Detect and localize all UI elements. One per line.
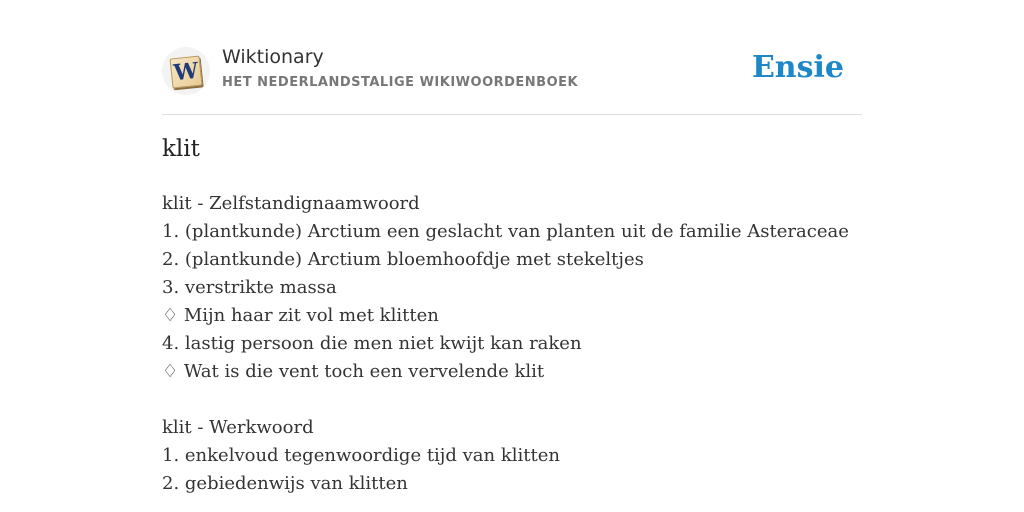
- site-tagline: HET NEDERLANDSTALIGE WIKIWOORDENBOEK: [222, 75, 579, 90]
- example-line: ♢ Mijn haar zit vol met klitten: [162, 305, 439, 326]
- page-title: klit: [162, 136, 200, 162]
- logo-tile-icon: [170, 56, 203, 89]
- definition-line: 2. gebiedenwijs van klitten: [162, 473, 408, 494]
- ensie-brand-link[interactable]: Ensie: [751, 50, 844, 85]
- site-name[interactable]: Wiktionary: [222, 46, 324, 68]
- example-line: ♢ Wat is die vent toch een vervelende klit: [162, 361, 545, 382]
- section-heading-noun: klit - Zelfstandignaamwoord: [162, 193, 420, 214]
- site-header: [162, 44, 862, 115]
- section-heading-verb: klit - Werkwoord: [162, 417, 314, 438]
- logo-glyph: W: [172, 57, 200, 87]
- definition-line: 4. lastig persoon die men niet kwijt kan raken: [162, 333, 582, 354]
- entry-content: [162, 190, 862, 498]
- definition-line: 1. (plantkunde) Arctium een geslacht van planten uit de familie Asteraceae: [162, 221, 849, 242]
- definition-line: 2. (plantkunde) Arctium bloemhoofdje met stekeltjes: [162, 249, 644, 270]
- definition-line: 3. verstrikte massa: [162, 277, 337, 298]
- wiktionary-logo[interactable]: [162, 47, 210, 95]
- definition-line: 1. enkelvoud tegenwoordige tijd van klitten: [162, 445, 560, 466]
- section-spacer: [162, 386, 862, 414]
